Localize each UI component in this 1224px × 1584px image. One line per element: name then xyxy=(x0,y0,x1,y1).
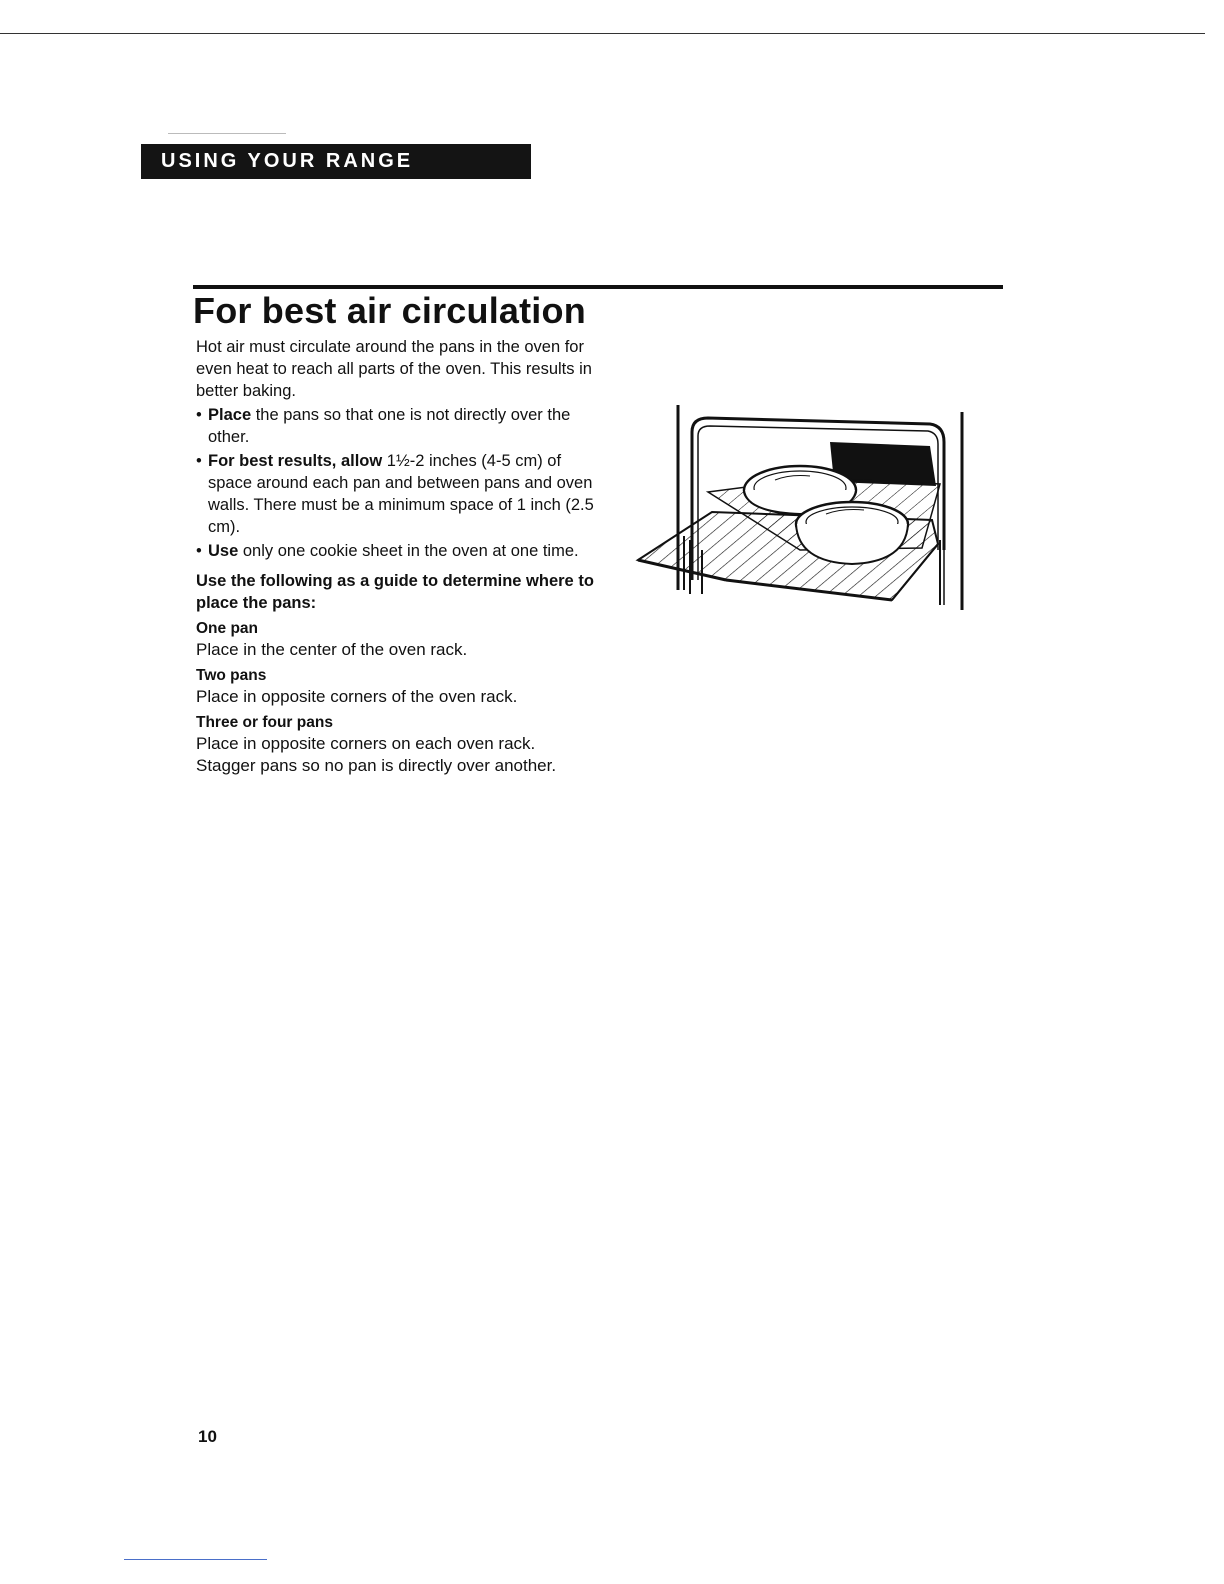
tips-list xyxy=(196,404,596,562)
tip-text: only one cookie sheet in the oven at one time. xyxy=(238,542,579,560)
page-number: 10 xyxy=(198,1427,217,1446)
tip-item xyxy=(196,540,596,562)
case-text: Place in opposite corners of the oven rack. xyxy=(196,687,518,706)
case-text: Place in the center of the oven rack. xyxy=(196,640,468,659)
bullet-icon: • xyxy=(196,406,202,424)
case-title: One pan xyxy=(196,620,259,637)
case-title: Three or four pans xyxy=(196,714,333,731)
tip-lead: For best results, allow xyxy=(208,452,383,470)
bottom-rule xyxy=(124,1559,267,1560)
page-title: For best air circulation xyxy=(193,290,586,331)
tip-lead: Use xyxy=(208,542,239,560)
tip-text: 1½-2 inches (4-5 cm) of space around each pan and between pans and oven walls. There must be a minimum space of 1 inch (2.5 cm). xyxy=(208,452,594,536)
case-title: Two pans xyxy=(196,667,267,684)
tip-item xyxy=(196,404,596,448)
oven-rack-pans-illustration xyxy=(630,400,975,615)
top-rule xyxy=(0,33,1205,34)
tip-lead: Place xyxy=(208,406,252,424)
bullet-icon: • xyxy=(196,542,202,560)
bullet-icon: • xyxy=(196,452,202,470)
intro-paragraph: Hot air must circulate around the pans in the oven for even heat to reach all parts of the oven. This results in better baking. xyxy=(196,338,592,400)
content-column xyxy=(196,336,596,781)
section-banner: USING YOUR RANGE xyxy=(141,144,531,179)
guide-heading: Use the following as a guide to determine where to place the pans: xyxy=(196,572,594,612)
tip-text: the pans so that one is not directly over the other. xyxy=(208,406,571,446)
tip-item xyxy=(196,450,596,538)
case-text: Place in opposite corners on each oven rack. Stagger pans so no pan is directly over another. xyxy=(196,734,557,775)
faint-rule xyxy=(168,133,286,134)
